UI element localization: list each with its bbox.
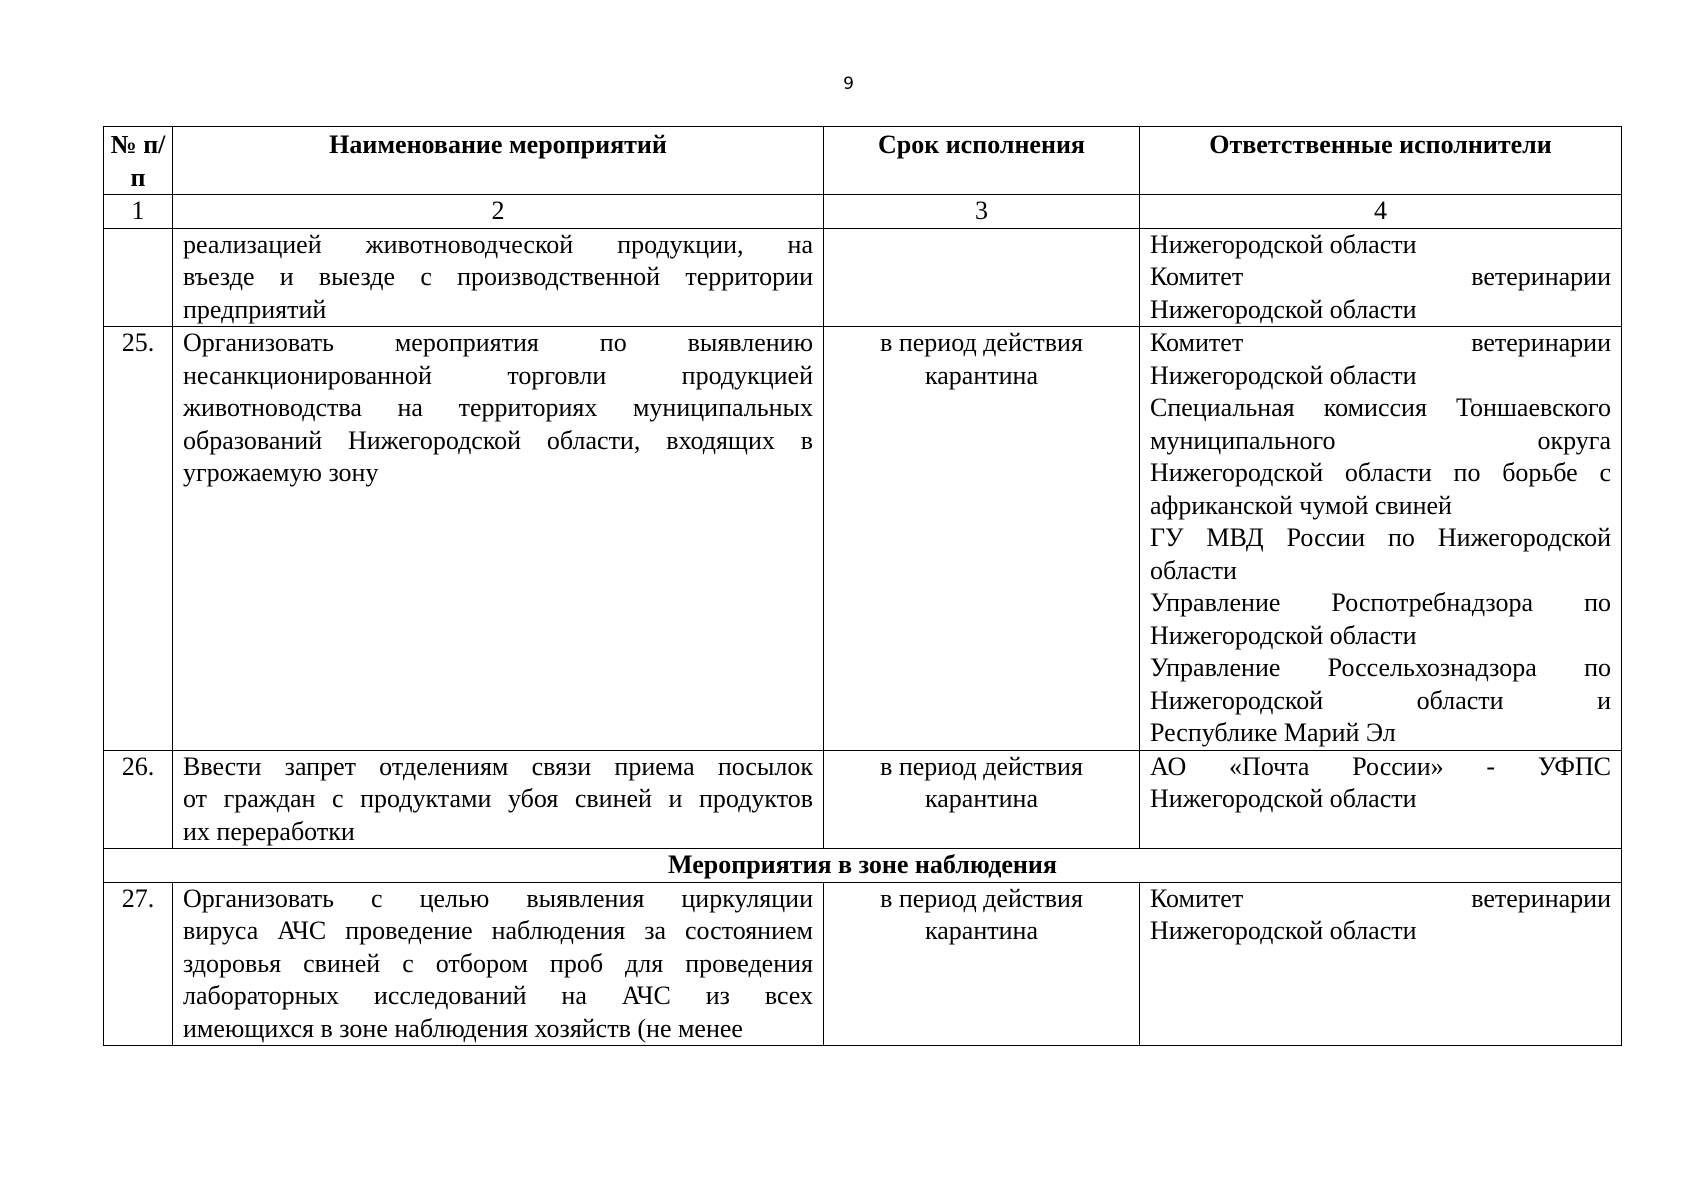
- header-executors: Ответственные исполнители: [1140, 127, 1622, 195]
- executor-line: Управление Россельхознадзора по: [1150, 653, 1611, 682]
- executor-line: Комитет ветеринарии: [1150, 262, 1611, 291]
- column-number: 2: [173, 195, 824, 229]
- measure-name-line: предприятий: [183, 294, 327, 324]
- executor-line: Нижегородской области: [1150, 294, 1417, 324]
- executor-line: Комитет ветеринарии: [1150, 328, 1611, 357]
- row-number: 25.: [104, 327, 173, 751]
- table-row: [104, 327, 1622, 751]
- executor-line: ГУ МВД России по Нижегородской: [1150, 523, 1611, 552]
- executor-line: африканской чумой свиней: [1150, 490, 1452, 520]
- measure-name-line: их переработки: [183, 816, 355, 846]
- executor-line: Республике Марий Эл: [1150, 718, 1396, 747]
- executors: [1140, 750, 1622, 849]
- executor-line: Нижегородской области по борьбе с: [1150, 458, 1611, 487]
- column-number: 1: [104, 195, 173, 229]
- measure-name-line: образований Нижегородской области, входящих в: [183, 425, 813, 455]
- column-number-row: [104, 195, 1622, 229]
- measure-name-line: от граждан с продуктами убоя свиней и продуктов: [183, 784, 813, 813]
- measure-name-line: Организовать мероприятия по выявлению: [183, 328, 813, 357]
- header-number: № п/п: [104, 127, 173, 195]
- executor-line: Нижегородской области: [1150, 620, 1417, 650]
- executor-line: области: [1150, 555, 1237, 585]
- page-number: 9: [843, 74, 854, 94]
- column-number: 4: [1140, 195, 1622, 229]
- measure-name: [173, 327, 824, 751]
- executor-line: Нижегородской области: [1150, 916, 1417, 945]
- executor-line: Комитет ветеринарии: [1150, 883, 1611, 913]
- measure-name-line: реализацией животноводческой продукции, на: [183, 229, 813, 259]
- executor-line: Специальная комиссия Тоншаевского: [1150, 393, 1611, 422]
- executor-line: АО «Почта России» - УФПС: [1150, 751, 1611, 781]
- deadline: в период действия карантина: [824, 882, 1140, 1046]
- row-number: 27.: [104, 882, 173, 1046]
- measure-name: [173, 228, 824, 327]
- measure-name: [173, 750, 824, 849]
- measure-name-line: вируса АЧС проведение наблюдения за состоянием: [183, 916, 813, 945]
- measure-name-line: угрожаемую зону: [183, 458, 379, 487]
- executors: [1140, 882, 1622, 1046]
- executor-line: Нижегородской области: [1150, 360, 1417, 390]
- executor-line: Нижегородской области: [1150, 229, 1417, 259]
- measure-name-line: имеющихся в зоне наблюдения хозяйств (не менее: [183, 1013, 743, 1043]
- section-title: Мероприятия в зоне наблюдения: [104, 849, 1622, 883]
- measure-name-line: здоровья свиней с отбором проб для проведения: [183, 948, 813, 978]
- deadline: в период действия карантина: [824, 750, 1140, 849]
- table-row: [104, 750, 1622, 849]
- header-measure-name: Наименование мероприятий: [173, 127, 824, 195]
- header-deadline: Срок исполнения: [824, 127, 1140, 195]
- table-body-main: [104, 228, 1622, 849]
- table-header-row: [104, 127, 1622, 195]
- row-number: [104, 228, 173, 327]
- measure-name-line: Организовать с целью выявления циркуляции: [183, 883, 813, 913]
- table-row: [104, 228, 1622, 327]
- executor-line: муниципального округа: [1150, 425, 1611, 455]
- section-row: [104, 849, 1622, 883]
- deadline: в период действия карантина: [824, 327, 1140, 751]
- executor-line: Нижегородской области: [1150, 784, 1417, 813]
- measures-table: [103, 126, 1622, 1046]
- deadline: [824, 228, 1140, 327]
- measure-name-line: несанкционированной торговли продукцией: [183, 360, 813, 390]
- executor-line: Управление Роспотребнадзора по: [1150, 588, 1611, 617]
- column-number: 3: [824, 195, 1140, 229]
- measure-name-line: Ввести запрет отделениям связи приема посылок: [183, 751, 813, 781]
- table-row: [104, 882, 1622, 1046]
- measure-name-line: лабораторных исследований на АЧС из всех: [183, 981, 813, 1010]
- row-number: 26.: [104, 750, 173, 849]
- measure-name-line: животноводства на территориях муниципальных: [183, 393, 813, 422]
- executor-line: Нижегородской области и: [1150, 685, 1611, 715]
- table-body-observation: [104, 882, 1622, 1046]
- measure-name: [173, 882, 824, 1046]
- executors: [1140, 327, 1622, 751]
- executors: [1140, 228, 1622, 327]
- measure-name-line: въезде и выезде с производственной территории: [183, 262, 813, 291]
